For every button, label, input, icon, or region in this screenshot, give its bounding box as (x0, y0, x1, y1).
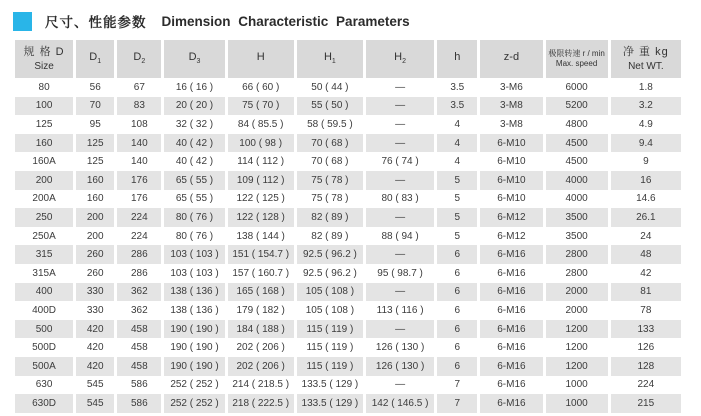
cell-h_small: 4 (437, 152, 477, 171)
col-header-net-weight (611, 40, 681, 78)
table-row (15, 190, 681, 209)
cell-d1: 330 (76, 283, 114, 302)
cell-d2: 67 (117, 78, 161, 97)
cell-z_d: 3-M6 (480, 78, 542, 97)
col-header-max-speed (546, 40, 608, 78)
cell-h1: 133.5 ( 129 ) (297, 394, 363, 413)
cell-h2: 113 ( 116 ) (366, 301, 434, 320)
cell-d3: 252 ( 252 ) (164, 394, 224, 413)
cell-d3: 65 ( 55 ) (164, 171, 224, 190)
cell-d2: 83 (117, 97, 161, 116)
table-row (15, 264, 681, 283)
cell-d3: 40 ( 42 ) (164, 134, 224, 153)
cell-h2: — (366, 283, 434, 302)
cell-d1: 545 (76, 376, 114, 395)
cell-h_cap: 75 ( 70 ) (228, 97, 294, 116)
table-row (15, 227, 681, 246)
cell-z_d: 6-M16 (480, 301, 542, 320)
section-title-bar (0, 0, 701, 33)
cell-d3: 16 ( 16 ) (164, 78, 224, 97)
cell-h_small: 6 (437, 283, 477, 302)
cell-h_small: 6 (437, 301, 477, 320)
cell-size: 160 (15, 134, 73, 153)
cell-size: 250 (15, 208, 73, 227)
cell-net_weight: 215 (611, 394, 681, 413)
cell-h_cap: 66 ( 60 ) (228, 78, 294, 97)
col-header-max-speed-zh: 极限转速 r / min (548, 48, 605, 58)
cell-h_cap: 138 ( 144 ) (228, 227, 294, 246)
cell-h1: 115 ( 119 ) (297, 338, 363, 357)
cell-h_small: 6 (437, 320, 477, 339)
cell-h_small: 5 (437, 227, 477, 246)
cell-h_cap: 202 ( 206 ) (228, 338, 294, 357)
cell-d1: 200 (76, 208, 114, 227)
cell-h1: 82 ( 89 ) (297, 208, 363, 227)
cell-h2: 95 ( 98.7 ) (366, 264, 434, 283)
cell-d3: 138 ( 136 ) (164, 301, 224, 320)
col-header-max-speed-en: Max. speed (555, 59, 598, 68)
cell-h1: 133.5 ( 129 ) (297, 376, 363, 395)
cell-net_weight: 3.2 (611, 97, 681, 116)
col-header-h1: $H_1$ (297, 40, 363, 78)
cell-max_speed: 5200 (546, 97, 608, 116)
cell-h_cap: 157 ( 160.7 ) (228, 264, 294, 283)
cell-max_speed: 2000 (546, 301, 608, 320)
cell-h_small: 5 (437, 190, 477, 209)
table-row (15, 394, 681, 413)
cell-z_d: 6-M16 (480, 357, 542, 376)
cell-d1: 56 (76, 78, 114, 97)
cell-d2: 362 (117, 301, 161, 320)
cell-size: 500A (15, 357, 73, 376)
cell-h_cap: 179 ( 182 ) (228, 301, 294, 320)
cell-d2: 176 (117, 190, 161, 209)
cell-size: 400D (15, 301, 73, 320)
cell-size: 250A (15, 227, 73, 246)
cell-net_weight: 133 (611, 320, 681, 339)
cell-h_cap: 184 ( 188 ) (228, 320, 294, 339)
table-row (15, 283, 681, 302)
cell-h_small: 3.5 (437, 78, 477, 97)
cell-d3: 190 ( 190 ) (164, 357, 224, 376)
cell-d2: 458 (117, 357, 161, 376)
cell-max_speed: 4500 (546, 152, 608, 171)
cell-size: 500D (15, 338, 73, 357)
cell-d3: 20 ( 20 ) (164, 97, 224, 116)
col-header-net-weight-en: Net WT. (628, 60, 664, 72)
cell-z_d: 3-M8 (480, 97, 542, 116)
cell-net_weight: 14.6 (611, 190, 681, 209)
cell-d1: 125 (76, 152, 114, 171)
col-header-h2: $H_2$ (366, 40, 434, 78)
cell-net_weight: 224 (611, 376, 681, 395)
cell-h2: 76 ( 74 ) (366, 152, 434, 171)
cell-max_speed: 2000 (546, 283, 608, 302)
cell-h_cap: 122 ( 125 ) (228, 190, 294, 209)
cell-size: 160A (15, 152, 73, 171)
cell-net_weight: 16 (611, 171, 681, 190)
cell-z_d: 6-M10 (480, 190, 542, 209)
cell-h_small: 4 (437, 134, 477, 153)
cell-d2: 586 (117, 394, 161, 413)
cell-h1: 115 ( 119 ) (297, 320, 363, 339)
cell-h2: — (366, 115, 434, 134)
col-header-d3: $D_3$ (164, 40, 224, 78)
cell-size: 315 (15, 245, 73, 264)
cell-size: 400 (15, 283, 73, 302)
cell-d2: 362 (117, 283, 161, 302)
cell-size: 200A (15, 190, 73, 209)
cell-d3: 190 ( 190 ) (164, 338, 224, 357)
cell-z_d: 6-M10 (480, 152, 542, 171)
cell-h_small: 5 (437, 208, 477, 227)
cell-d1: 260 (76, 264, 114, 283)
cell-d2: 140 (117, 152, 161, 171)
col-header-h: H (228, 40, 294, 78)
cell-d1: 160 (76, 190, 114, 209)
cell-h2: 126 ( 130 ) (366, 357, 434, 376)
cell-d3: 32 ( 32 ) (164, 115, 224, 134)
cell-max_speed: 4500 (546, 134, 608, 153)
cell-h2: 126 ( 130 ) (366, 338, 434, 357)
cell-net_weight: 4.9 (611, 115, 681, 134)
cell-max_speed: 3500 (546, 208, 608, 227)
cell-net_weight: 78 (611, 301, 681, 320)
table-body (15, 78, 681, 413)
cell-h1: 75 ( 78 ) (297, 171, 363, 190)
cell-max_speed: 1200 (546, 357, 608, 376)
table-row (15, 320, 681, 339)
cell-size: 630D (15, 394, 73, 413)
cell-d2: 286 (117, 264, 161, 283)
cell-max_speed: 6000 (546, 78, 608, 97)
table-row (15, 134, 681, 153)
cell-d1: 95 (76, 115, 114, 134)
cell-d3: 80 ( 76 ) (164, 227, 224, 246)
cell-z_d: 6-M12 (480, 208, 542, 227)
cell-max_speed: 2800 (546, 264, 608, 283)
cell-max_speed: 4000 (546, 171, 608, 190)
cell-d2: 176 (117, 171, 161, 190)
cell-d3: 80 ( 76 ) (164, 208, 224, 227)
cell-h2: — (366, 134, 434, 153)
cell-h_cap: 114 ( 112 ) (228, 152, 294, 171)
table-row (15, 115, 681, 134)
cell-h_small: 3.5 (437, 97, 477, 116)
cell-h_cap: 218 ( 222.5 ) (228, 394, 294, 413)
cell-net_weight: 81 (611, 283, 681, 302)
cell-h_cap: 151 ( 154.7 ) (228, 245, 294, 264)
col-header-h-small: h (437, 40, 477, 78)
dimension-parameters-table (12, 40, 684, 413)
cell-h2: 142 ( 146.5 ) (366, 394, 434, 413)
cell-h_cap: 202 ( 206 ) (228, 357, 294, 376)
table-row (15, 171, 681, 190)
cell-h2: — (366, 376, 434, 395)
cell-max_speed: 1200 (546, 338, 608, 357)
cell-d3: 103 ( 103 ) (164, 264, 224, 283)
cell-h_small: 6 (437, 338, 477, 357)
cell-h1: 58 ( 59.5 ) (297, 115, 363, 134)
cell-d2: 458 (117, 338, 161, 357)
col-header-z-d: z-d (480, 40, 542, 78)
cell-z_d: 3-M8 (480, 115, 542, 134)
cell-h2: — (366, 245, 434, 264)
cell-net_weight: 128 (611, 357, 681, 376)
section-title-zh: 尺寸、性能参数 (45, 15, 147, 30)
cell-h1: 92.5 ( 96.2 ) (297, 245, 363, 264)
cell-d2: 458 (117, 320, 161, 339)
cell-size: 200 (15, 171, 73, 190)
col-header-size (15, 40, 73, 78)
cell-d1: 420 (76, 338, 114, 357)
table-row (15, 245, 681, 264)
cell-d1: 160 (76, 171, 114, 190)
cell-d2: 140 (117, 134, 161, 153)
cell-h1: 70 ( 68 ) (297, 152, 363, 171)
cell-size: 315A (15, 264, 73, 283)
table-row (15, 338, 681, 357)
cell-d3: 40 ( 42 ) (164, 152, 224, 171)
cell-h1: 70 ( 68 ) (297, 134, 363, 153)
table-header-row (15, 40, 681, 78)
cell-net_weight: 48 (611, 245, 681, 264)
cell-z_d: 6-M12 (480, 227, 542, 246)
col-header-d1: $D_1$ (76, 40, 114, 78)
cell-h2: 80 ( 83 ) (366, 190, 434, 209)
cell-h_cap: 214 ( 218.5 ) (228, 376, 294, 395)
col-header-d2: $D_2$ (117, 40, 161, 78)
cell-max_speed: 2800 (546, 245, 608, 264)
cell-d3: 138 ( 136 ) (164, 283, 224, 302)
cell-d2: 108 (117, 115, 161, 134)
cell-net_weight: 26.1 (611, 208, 681, 227)
cell-z_d: 6-M16 (480, 245, 542, 264)
cell-size: 80 (15, 78, 73, 97)
col-header-size-en: Size (34, 60, 54, 72)
cell-net_weight: 42 (611, 264, 681, 283)
cell-h1: 92.5 ( 96.2 ) (297, 264, 363, 283)
cell-h1: 82 ( 89 ) (297, 227, 363, 246)
cell-d3: 252 ( 252 ) (164, 376, 224, 395)
table-row (15, 208, 681, 227)
cell-d1: 545 (76, 394, 114, 413)
cell-z_d: 6-M16 (480, 376, 542, 395)
cell-h1: 115 ( 119 ) (297, 357, 363, 376)
cell-max_speed: 1000 (546, 394, 608, 413)
cell-h_small: 6 (437, 264, 477, 283)
cell-d1: 420 (76, 320, 114, 339)
cell-d2: 224 (117, 208, 161, 227)
cell-size: 100 (15, 97, 73, 116)
cell-h1: 50 ( 44 ) (297, 78, 363, 97)
cell-h1: 55 ( 50 ) (297, 97, 363, 116)
cell-d2: 224 (117, 227, 161, 246)
cell-h1: 105 ( 108 ) (297, 301, 363, 320)
cell-h2: — (366, 171, 434, 190)
cell-z_d: 6-M16 (480, 320, 542, 339)
cell-z_d: 6-M16 (480, 338, 542, 357)
cell-h_cap: 100 ( 98 ) (228, 134, 294, 153)
cell-net_weight: 1.8 (611, 78, 681, 97)
cell-h1: 105 ( 108 ) (297, 283, 363, 302)
table-row (15, 301, 681, 320)
section-title-en: Dimension Characteristic Parameters (161, 13, 410, 29)
cell-net_weight: 9 (611, 152, 681, 171)
cell-z_d: 6-M16 (480, 283, 542, 302)
cell-max_speed: 4800 (546, 115, 608, 134)
cell-h_small: 6 (437, 357, 477, 376)
cell-z_d: 6-M10 (480, 171, 542, 190)
cell-size: 125 (15, 115, 73, 134)
cell-d3: 103 ( 103 ) (164, 245, 224, 264)
cell-net_weight: 126 (611, 338, 681, 357)
cell-h_small: 7 (437, 394, 477, 413)
col-header-size-zh: 规 格 D (23, 46, 65, 59)
cell-h2: — (366, 78, 434, 97)
cell-d2: 586 (117, 376, 161, 395)
cell-net_weight: 24 (611, 227, 681, 246)
table-row (15, 357, 681, 376)
cell-h_small: 7 (437, 376, 477, 395)
cell-z_d: 6-M16 (480, 394, 542, 413)
table-row (15, 152, 681, 171)
cell-max_speed: 3500 (546, 227, 608, 246)
cell-d1: 125 (76, 134, 114, 153)
cell-d2: 286 (117, 245, 161, 264)
cell-h_cap: 165 ( 168 ) (228, 283, 294, 302)
cell-h_cap: 122 ( 128 ) (228, 208, 294, 227)
cell-h2: — (366, 320, 434, 339)
cell-max_speed: 4000 (546, 190, 608, 209)
cell-net_weight: 9.4 (611, 134, 681, 153)
cell-d3: 190 ( 190 ) (164, 320, 224, 339)
cell-h1: 75 ( 78 ) (297, 190, 363, 209)
cell-h_small: 5 (437, 171, 477, 190)
cell-size: 500 (15, 320, 73, 339)
cell-d1: 330 (76, 301, 114, 320)
accent-square-icon (13, 12, 32, 31)
table-row (15, 78, 681, 97)
col-header-net-weight-zh: 净 重 kg (622, 46, 669, 59)
table-row (15, 376, 681, 395)
cell-h2: 88 ( 94 ) (366, 227, 434, 246)
cell-h2: — (366, 97, 434, 116)
cell-d1: 420 (76, 357, 114, 376)
cell-z_d: 6-M10 (480, 134, 542, 153)
cell-d1: 260 (76, 245, 114, 264)
cell-h2: — (366, 208, 434, 227)
table-row (15, 97, 681, 116)
cell-z_d: 6-M16 (480, 264, 542, 283)
cell-h_small: 4 (437, 115, 477, 134)
cell-h_small: 6 (437, 245, 477, 264)
cell-max_speed: 1200 (546, 320, 608, 339)
cell-d1: 70 (76, 97, 114, 116)
cell-d3: 65 ( 55 ) (164, 190, 224, 209)
cell-h_cap: 109 ( 112 ) (228, 171, 294, 190)
cell-h_cap: 84 ( 85.5 ) (228, 115, 294, 134)
cell-size: 630 (15, 376, 73, 395)
cell-max_speed: 1000 (546, 376, 608, 395)
cell-d1: 200 (76, 227, 114, 246)
